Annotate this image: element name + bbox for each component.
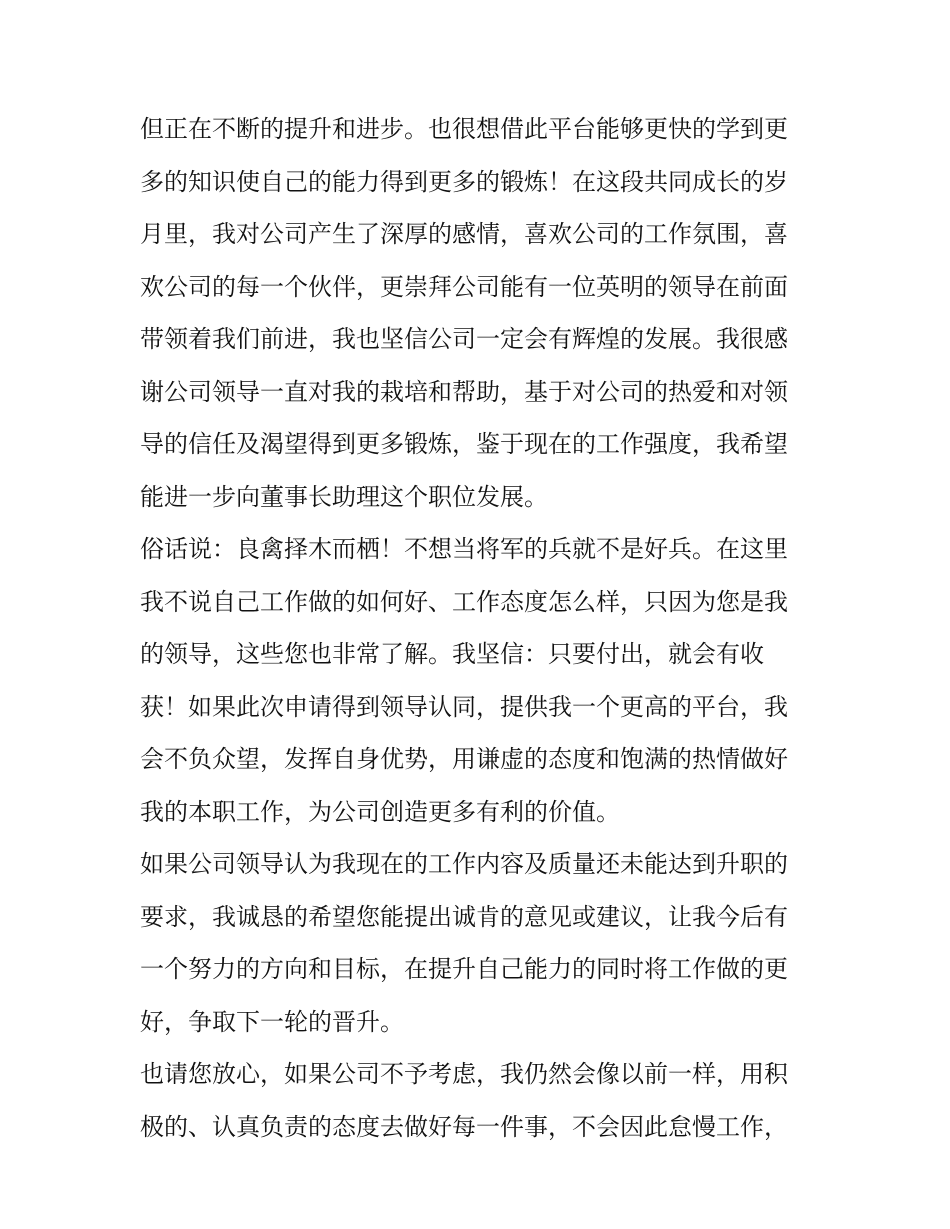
text-line: 带领着我们前进，我也坚信公司一定会有辉煌的发展。我很感 (140, 325, 788, 353)
text-line: 一个努力的方向和目标，在提升自己能力的同时将工作做的更 (140, 955, 788, 983)
text-line: 但正在不断的提升和进步。也很想借此平台能够更快的学到更 (140, 115, 788, 143)
text-line: 谢公司领导一直对我的栽培和帮助，基于对公司的热爱和对领 (140, 377, 788, 406)
text-line: 俗话说：良禽择木而栖！不想当将军的兵就不是好兵。在这里 (140, 535, 788, 563)
text-line: 能进一步向董事长助理这个职位发展。 (140, 482, 548, 511)
text-line: 也请您放心，如果公司不予考虑，我仍然会像以前一样，用积 (140, 1060, 788, 1088)
text-line: 月里，我对公司产生了深厚的感情，喜欢公司的工作氛围，喜 (140, 220, 788, 248)
text-line: 多的知识使自己的能力得到更多的锻炼！在这段共同成长的岁 (140, 167, 788, 196)
text-line: 我的本职工作，为公司创造更多有利的价值。 (140, 797, 620, 826)
text-line: 获！如果此次申请得到领导认同，提供我一个更高的平台，我 (140, 692, 788, 721)
text-line: 好，争取下一轮的晋升。 (140, 1007, 404, 1036)
text-line: 我不说自己工作做的如何好、工作态度怎么样，只因为您是我 (140, 587, 788, 616)
text-line: 极的、认真负责的态度去做好每一件事，不会因此怠慢工作， (140, 1112, 788, 1141)
body-text (140, 103, 812, 1153)
text-line: 如果公司领导认为我现在的工作内容及质量还未能达到升职的 (140, 850, 788, 878)
text-line: 欢公司的每一个伙伴，更崇拜公司能有一位英明的领导在前面 (140, 272, 788, 301)
text-line: 会不负众望，发挥自身优势，用谦虚的态度和饱满的热情做好 (140, 745, 788, 773)
text-line: 的领导，这些您也非常了解。我坚信：只要付出，就会有收 (140, 640, 764, 668)
text-line: 导的信任及渴望得到更多锻炼，鉴于现在的工作强度，我希望 (140, 430, 788, 458)
text-line: 要求，我诚恳的希望您能提出诚肯的意见或建议，让我今后有 (140, 902, 788, 931)
